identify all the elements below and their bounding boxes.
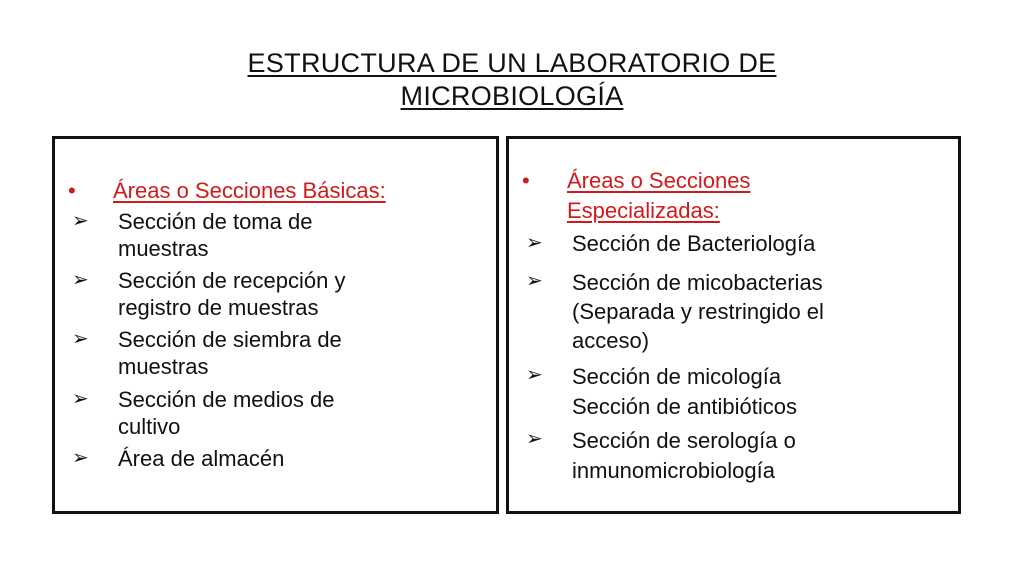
- bullet-icon: •: [68, 178, 76, 203]
- item-line: Sección de toma de: [118, 209, 313, 234]
- specialized-sections-heading-row: [512, 167, 750, 224]
- arrow-bullet-icon: ➢: [72, 328, 89, 350]
- arrow-bullet-icon: ➢: [72, 388, 89, 410]
- item-line: (Separada y restringido el: [572, 299, 824, 324]
- arrow-bullet-icon: ➢: [72, 210, 89, 232]
- list-item: [58, 326, 342, 380]
- arrow-bullet-icon: ➢: [526, 364, 543, 386]
- specialized-sections-heading-line-1: Áreas o Secciones: [567, 168, 751, 193]
- item-line: muestras: [118, 354, 209, 379]
- arrow-bullet-icon: ➢: [526, 428, 543, 450]
- list-item: [512, 230, 815, 257]
- list-item: [512, 426, 796, 486]
- arrow-bullet-icon: ➢: [526, 270, 543, 292]
- item-line: Sección de recepción y: [118, 268, 346, 293]
- list-item: [58, 208, 312, 262]
- list-item: [512, 268, 824, 355]
- item-line: Sección de serología o: [572, 428, 796, 453]
- item-line: Sección de siembra de: [118, 327, 342, 352]
- item-line: Sección de medios de: [118, 387, 335, 412]
- item-line: muestras: [118, 236, 209, 261]
- arrow-bullet-icon: ➢: [72, 269, 89, 291]
- item-line: Área de almacén: [118, 446, 285, 471]
- list-item: [512, 362, 797, 422]
- list-item: [58, 267, 345, 321]
- item-line: Sección de micología: [572, 364, 782, 389]
- item-line: inmunomicrobiología: [572, 458, 775, 483]
- list-item: [58, 386, 334, 440]
- basic-sections-heading: Áreas o Secciones Básicas:: [113, 178, 386, 203]
- item-line: registro de muestras: [118, 295, 319, 320]
- item-line: Sección de micobacterias: [572, 270, 823, 295]
- bullet-icon: •: [522, 168, 530, 193]
- list-item: [58, 445, 284, 472]
- basic-sections-heading-row: [58, 177, 386, 204]
- arrow-bullet-icon: ➢: [526, 232, 543, 254]
- page-title: [0, 47, 1024, 113]
- specialized-sections-heading-line-2: Especializadas:: [567, 198, 720, 223]
- item-line: cultivo: [118, 414, 181, 439]
- item-line: Sección de antibióticos: [572, 394, 798, 419]
- title-line-2: MICROBIOLOGÍA: [400, 81, 624, 111]
- item-line: acceso): [572, 328, 650, 353]
- title-line-1: ESTRUCTURA DE UN LABORATORIO DE: [247, 48, 777, 78]
- item-line: Sección de Bacteriología: [572, 231, 816, 256]
- arrow-bullet-icon: ➢: [72, 447, 89, 469]
